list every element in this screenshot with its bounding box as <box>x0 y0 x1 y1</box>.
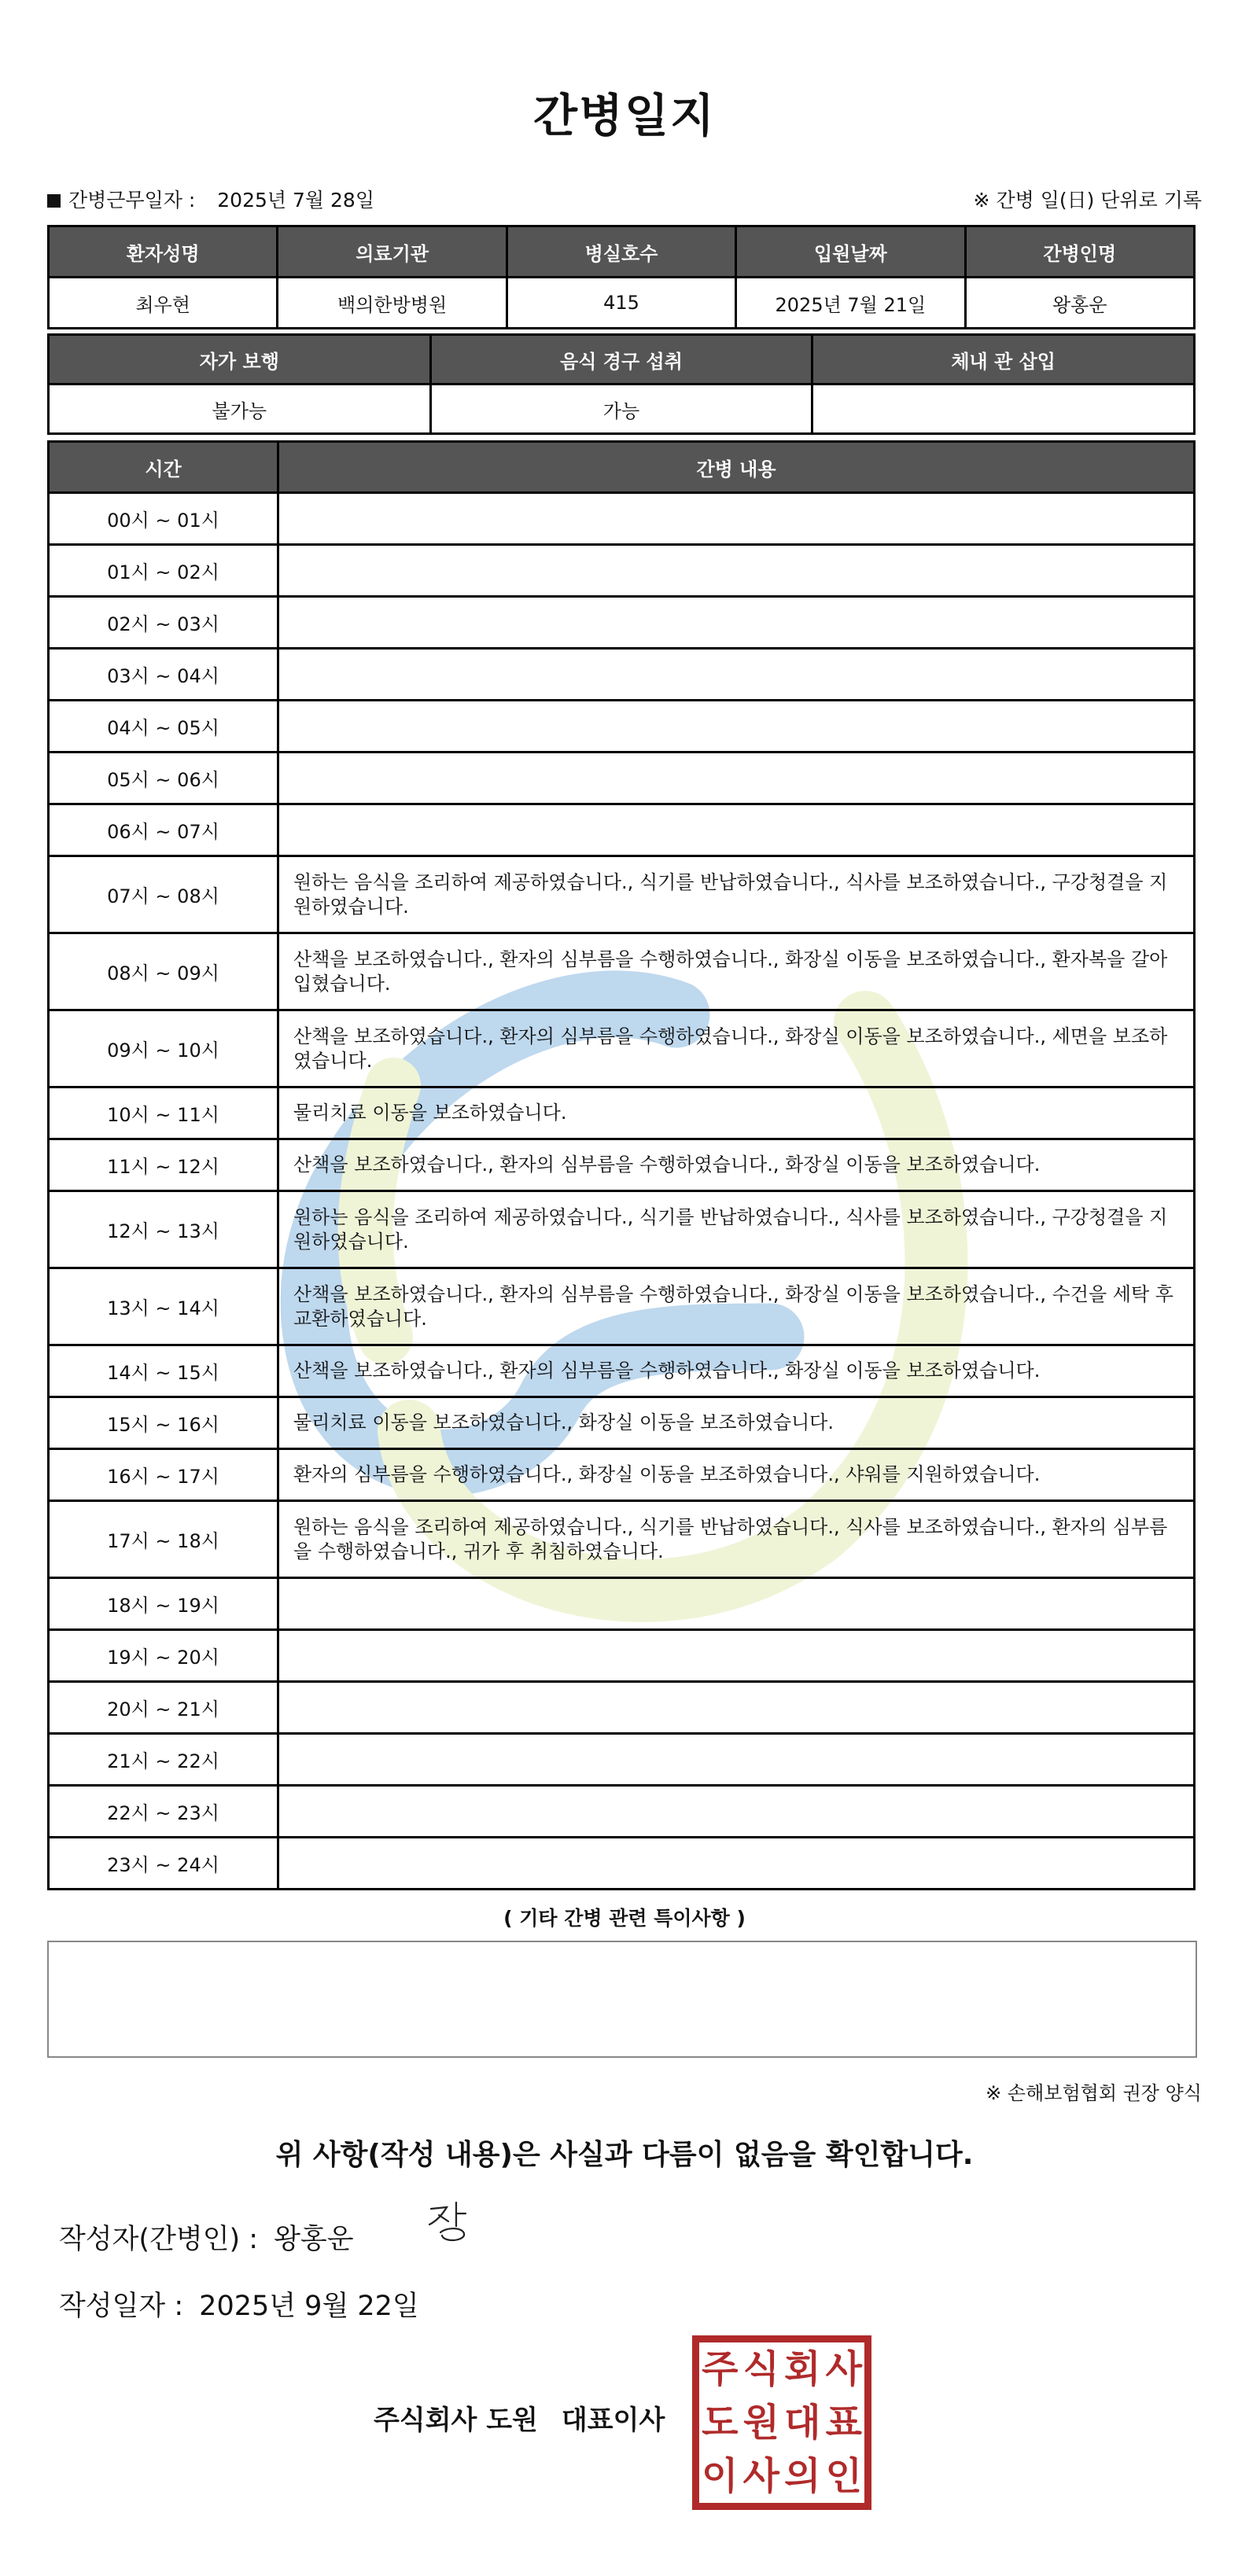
log-time: 23시 ~ 24시 <box>49 1838 278 1890</box>
table-row <box>49 804 1195 856</box>
table-row <box>49 1449 1195 1501</box>
log-time: 08시 ~ 09시 <box>49 933 278 1010</box>
log-content <box>278 1682 1195 1734</box>
table-row <box>49 545 1195 597</box>
table-row <box>49 1010 1195 1087</box>
admission-date: 2025년 7월 21일 <box>736 278 965 329</box>
log-content <box>278 1578 1195 1630</box>
log-content: 물리치료 이동을 보조하였습니다., 화장실 이동을 보조하였습니다. <box>278 1397 1195 1449</box>
log-time: 02시 ~ 03시 <box>49 597 278 649</box>
log-time: 04시 ~ 05시 <box>49 701 278 753</box>
log-content <box>278 804 1195 856</box>
log-time: 16시 ~ 17시 <box>49 1449 278 1501</box>
signature <box>425 2198 488 2245</box>
work-date <box>47 185 374 213</box>
table-row <box>49 1501 1195 1578</box>
patient-status-table <box>47 333 1196 435</box>
table-row <box>49 1682 1195 1734</box>
log-time: 10시 ~ 11시 <box>49 1087 278 1139</box>
company-name: 주식회사 도원 <box>374 2405 538 2436</box>
room-number: 415 <box>507 278 735 329</box>
log-time: 12시 ~ 13시 <box>49 1191 278 1268</box>
log-content: 산책을 보조하였습니다., 환자의 심부름을 수행하였습니다., 화장실 이동을 보조하였습니다. <box>278 1345 1195 1397</box>
caregiver-name: 왕홍운 <box>965 278 1194 329</box>
log-time: 09시 ~ 10시 <box>49 1010 278 1087</box>
header-tube: 체내 관 삽입 <box>812 335 1195 385</box>
walking-status: 불가능 <box>49 385 431 434</box>
log-content: 환자의 심부름을 수행하였습니다., 화장실 이동을 보조하였습니다., 샤워를 지원하였습니다. <box>278 1449 1195 1501</box>
table-row <box>49 856 1195 933</box>
log-content <box>278 1630 1195 1682</box>
tube-status <box>812 385 1195 434</box>
log-content: 원하는 음식을 조리하여 제공하였습니다., 식기를 반납하였습니다., 식사를 보조하였습니다., 구강청결을 지원하였습니다. <box>278 856 1195 933</box>
seal-char: 이 <box>702 2454 739 2498</box>
table-row <box>49 649 1195 701</box>
log-time: 07시 ~ 08시 <box>49 856 278 933</box>
writer-name: 왕홍운 <box>274 2224 354 2255</box>
company-title: 대표이사 <box>561 2405 665 2436</box>
log-content: 산책을 보조하였습니다., 환자의 심부름을 수행하였습니다., 화장실 이동을 보조하였습니다., 환자복을 갈아입혔습니다. <box>278 933 1195 1010</box>
header-caregiver: 간병인명 <box>965 226 1194 278</box>
written-date-value: 2025년 9월 22일 <box>199 2291 419 2322</box>
table-row <box>49 1191 1195 1268</box>
log-content: 원하는 음식을 조리하여 제공하였습니다., 식기를 반납하였습니다., 식사를 보조하였습니다., 환자의 심부름을 수행하였습니다., 귀가 후 취침하였습니다. <box>278 1501 1195 1578</box>
log-content <box>278 545 1195 597</box>
form-note: ※ 손해보험협회 권장 양식 <box>986 2082 1202 2104</box>
table-row <box>49 597 1195 649</box>
written-date-line <box>59 2284 419 2324</box>
log-time: 01시 ~ 02시 <box>49 545 278 597</box>
log-time: 06시 ~ 07시 <box>49 804 278 856</box>
table-row <box>49 1345 1195 1397</box>
confirm-statement: 위 사항(작성 내용)은 사실과 다름이 없음을 확인합니다. <box>275 2139 974 2171</box>
log-time: 21시 ~ 22시 <box>49 1734 278 1786</box>
log-time: 05시 ~ 06시 <box>49 753 278 804</box>
table-row <box>49 1734 1195 1786</box>
log-time: 22시 ~ 23시 <box>49 1786 278 1838</box>
log-time: 11시 ~ 12시 <box>49 1139 278 1191</box>
log-time: 18시 ~ 19시 <box>49 1578 278 1630</box>
log-content <box>278 1786 1195 1838</box>
header-patient-name: 환자성명 <box>49 226 278 278</box>
seal-char: 인 <box>825 2454 862 2498</box>
log-content <box>278 649 1195 701</box>
log-content: 물리치료 이동을 보조하였습니다. <box>278 1087 1195 1139</box>
table-row <box>49 1578 1195 1630</box>
seal-char: 도 <box>702 2401 739 2445</box>
table-row <box>49 933 1195 1010</box>
oral-intake-status: 가능 <box>430 385 812 434</box>
table-row <box>49 1397 1195 1449</box>
seal-char: 표 <box>825 2401 862 2445</box>
seal-char: 사 <box>742 2454 779 2498</box>
work-date-value: 2025년 7월 28일 <box>217 189 374 212</box>
table-row <box>49 1838 1195 1890</box>
seal-char: 의 <box>784 2454 821 2498</box>
hospital-name: 백의한방병원 <box>278 278 507 329</box>
log-content <box>278 753 1195 804</box>
table-row <box>49 1139 1195 1191</box>
header-care-content: 간병 내용 <box>278 442 1195 493</box>
table-row <box>49 493 1195 545</box>
writer-line <box>59 2217 354 2257</box>
table-row <box>49 701 1195 753</box>
table-row <box>49 753 1195 804</box>
log-time: 17시 ~ 18시 <box>49 1501 278 1578</box>
company-line <box>374 2398 665 2437</box>
etc-notes-box <box>47 1941 1197 2058</box>
log-content: 산책을 보조하였습니다., 환자의 심부름을 수행하였습니다., 화장실 이동을 보조하였습니다., 세면을 보조하였습니다. <box>278 1010 1195 1087</box>
patient-name: 최우현 <box>49 278 278 329</box>
seal-char: 회 <box>784 2347 821 2391</box>
header-admission-date: 입원날짜 <box>736 226 965 278</box>
table-row <box>49 1087 1195 1139</box>
header-time: 시간 <box>49 442 278 493</box>
record-note: ※ 간병 일(日) 단위로 기록 <box>973 189 1202 212</box>
log-content: 산책을 보조하였습니다., 환자의 심부름을 수행하였습니다., 화장실 이동을 보조하였습니다. <box>278 1139 1195 1191</box>
header-room: 병실호수 <box>507 226 735 278</box>
header-walking: 자가 보행 <box>49 335 431 385</box>
document-title: 간병일지 <box>532 89 717 142</box>
log-time: 00시 ~ 01시 <box>49 493 278 545</box>
log-time: 20시 ~ 21시 <box>49 1682 278 1734</box>
seal-char: 대 <box>784 2401 821 2445</box>
log-time: 13시 ~ 14시 <box>49 1268 278 1345</box>
log-content <box>278 701 1195 753</box>
log-content <box>278 493 1195 545</box>
care-log-rows <box>49 493 1195 1890</box>
log-content: 산책을 보조하였습니다., 환자의 심부름을 수행하였습니다., 화장실 이동을 보조하였습니다., 수건을 세탁 후 교환하였습니다. <box>278 1268 1195 1345</box>
writer-label: 작성자(간병인) : <box>59 2224 259 2255</box>
work-date-label: 간병근무일자 : <box>68 189 196 212</box>
log-content: 원하는 음식을 조리하여 제공하였습니다., 식기를 반납하였습니다., 식사를 보조하였습니다., 구강청결을 지원하였습니다. <box>278 1191 1195 1268</box>
seal-char: 원 <box>742 2401 779 2445</box>
log-time: 03시 ~ 04시 <box>49 649 278 701</box>
seal-char: 사 <box>825 2347 862 2391</box>
written-date-label: 작성일자 : <box>59 2291 184 2322</box>
log-time: 15시 ~ 16시 <box>49 1397 278 1449</box>
bullet-square-icon <box>47 194 61 208</box>
log-content <box>278 1838 1195 1890</box>
table-row <box>49 1268 1195 1345</box>
patient-info-table <box>47 225 1196 329</box>
header-oral-intake: 음식 경구 섭취 <box>430 335 812 385</box>
log-time: 19시 ~ 20시 <box>49 1630 278 1682</box>
seal-char: 주 <box>702 2347 739 2391</box>
log-content <box>278 1734 1195 1786</box>
log-content <box>278 597 1195 649</box>
etc-notes-label: ( 기타 간병 관련 특이사항 ) <box>503 1907 746 1930</box>
seal-char: 식 <box>742 2347 779 2391</box>
header-hospital: 의료기관 <box>278 226 507 278</box>
care-log-table <box>47 440 1196 1890</box>
log-time: 14시 ~ 15시 <box>49 1345 278 1397</box>
company-seal <box>692 2335 871 2510</box>
table-row <box>49 1630 1195 1682</box>
table-row <box>49 1786 1195 1838</box>
